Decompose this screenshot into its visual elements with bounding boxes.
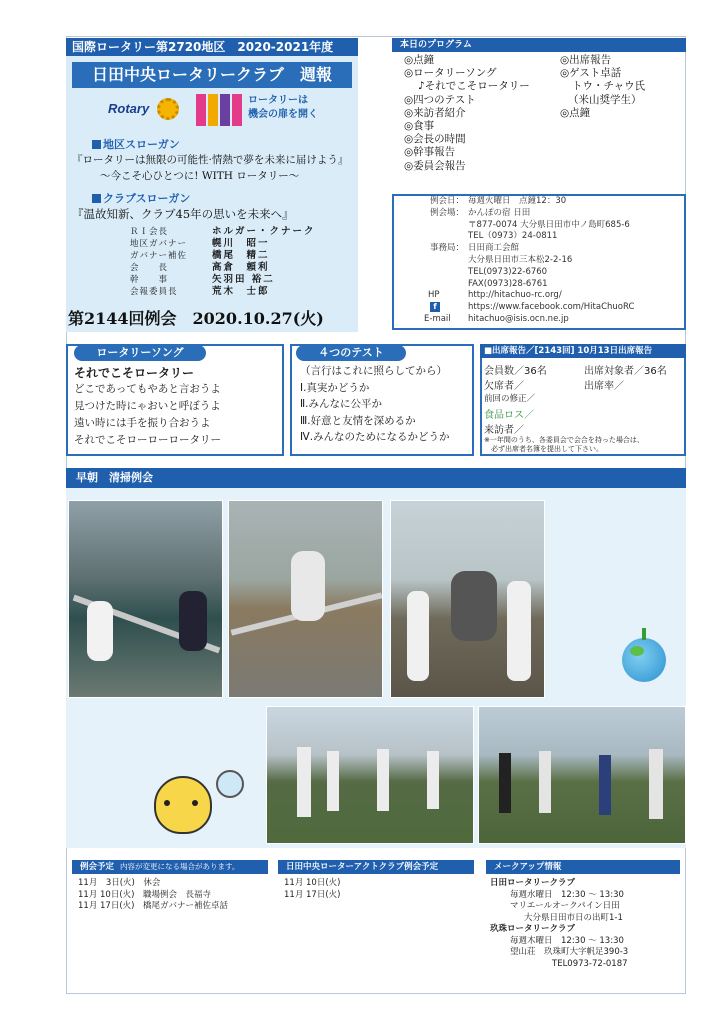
rotaract-item: 11月 10日(火) — [284, 878, 341, 888]
schedule-item: 11月 3日(火) 休会 — [78, 878, 161, 888]
officer-row: 会報委員長 荒木 士郎 — [130, 286, 270, 297]
district-slogan-label: 地区スローガン — [92, 136, 180, 152]
absent-count: 欠席者／ — [484, 381, 524, 392]
club-info: 例会日： 毎週火曜日 点鐘12：30 例会場： かんぽの宿 日田 〒877-0074 大分県日田市中ノ島町685-6 TEL（0973）24-0811 事務局： 日田商工会館 大分県日田市三本松2-2-16 TEL(0973)22-6760 FAX(0973)28-6761 HP http://hitachuo-rc.org/ f https://www.facebook.com/HitaChuoRC E-mail hitachuo@isis.ocn.ne.jp — [424, 196, 635, 324]
officer-row: ＲＩ会長 ホルガー・クナーク — [130, 226, 316, 237]
program-item: ◎食事 — [404, 120, 435, 133]
district-slogan: 『ロータリーは無限の可能性·情熱で夢を未来に届けよう』 ～今こそ心ひとつに! WITH ロータリー～ — [72, 154, 349, 182]
program-item: ◎ロータリーソング — [404, 67, 497, 80]
rotaract-title: 日田中央ローターアクトクラブ例会予定 — [278, 860, 474, 874]
test-lines: （言行はこれに照らしてから） Ⅰ.真実かどうか Ⅱ.みんなに公平か Ⅲ.好意と友情を深めるか Ⅳ.みんなのためになるかどうか — [300, 365, 450, 443]
schedule-title: 例会予定 内容が変更になる場合があります。 — [72, 860, 268, 874]
test-pill: ４つのテスト — [296, 345, 406, 361]
district-line: 国際ロータリー第2720地区 2020-2021年度 — [66, 38, 358, 56]
schedule-item: 11月 17日(火) 橋尾ガバナー補佐卓話 — [78, 901, 228, 911]
food-loss: 食品ロス／ — [484, 410, 534, 421]
program-item: ◎幹事報告 — [404, 146, 456, 159]
officer-row: 幹 事 矢羽田 裕二 — [130, 274, 275, 285]
meeting-number-date: 第2144回例会 2020.10.27(火) — [68, 309, 324, 328]
song-lyrics: どこであってもやあと言おうよ 見つけた時にゃおいと呼ぼうよ 遠い時には手を振り合おうよ それでこそローローロータリー — [74, 383, 221, 446]
program-item: ◎出席報告 — [560, 54, 612, 66]
earth-mascot-icon — [618, 628, 674, 684]
attendance-rate: 出席率／ — [584, 381, 624, 392]
photo-statue-group — [390, 500, 545, 698]
officer-row: ガバナー補佐 橋尾 精二 — [130, 250, 270, 261]
section-title: 早朝 清掃例会 — [66, 468, 686, 488]
makeup-title: メークアップ情報 — [486, 860, 680, 874]
attendance-note: ※一年間のうち、各委員会で会合を持った場合は、 必ず出席者名簿を提出して下さい。 — [484, 436, 644, 453]
photo-group-field — [478, 706, 686, 844]
makeup-club-2: 玖珠ロータリークラブ — [490, 924, 576, 934]
makeup-club-1: 日田ロータリークラブ — [490, 878, 576, 888]
schedule-item: 11月 10日(火) 職場例会 長福寺 — [78, 889, 211, 900]
song-title: それでこそロータリー — [74, 366, 195, 380]
square-bullet-icon — [92, 194, 101, 203]
song-pill: ロータリーソング — [74, 345, 206, 361]
trash-bag-mascot-icon — [150, 760, 254, 840]
rotary-wheel-icon — [157, 98, 179, 120]
program-right — [560, 54, 684, 120]
door-logo-icon — [196, 90, 244, 130]
visitors: 来訪者／ — [484, 425, 524, 436]
photo-cleaning-railing-1 — [68, 500, 223, 698]
facebook-icon[interactable]: f — [430, 302, 440, 312]
club-slogan: 『温故知新、クラブ45年の思いを未来へ』 — [72, 207, 294, 221]
rotaract-list — [284, 878, 474, 901]
photo-cleaning-railing-2 — [228, 500, 383, 698]
program-item: ◎会長の時間 — [404, 133, 466, 146]
photo-group-park — [266, 706, 474, 844]
program-item: ◎ゲスト卓話 — [560, 67, 622, 80]
members-count: 会員数／36名 — [484, 366, 547, 377]
email-link[interactable]: hitachuo@isis.ocn.ne.jp — [468, 313, 569, 324]
program-item: ◎四つのテスト — [404, 93, 476, 106]
theme-caption: ロータリーは 機会の扉を開く — [248, 95, 318, 120]
homepage-link[interactable]: http://hitachuo-rc.org/ — [468, 290, 562, 301]
rotaract-item: 11月 17日(火) — [284, 889, 341, 900]
officers-list — [130, 226, 330, 298]
program-item: ◎来訪者紹介 — [404, 106, 466, 119]
square-bullet-icon — [92, 140, 101, 149]
attendance-title: ■出席報告／[2143回] 10月13日出席報告 — [480, 344, 686, 358]
facebook-link[interactable]: https://www.facebook.com/HitaChuoRC — [468, 302, 635, 313]
program-left — [404, 54, 554, 173]
program-item: （米山奨学生） — [568, 93, 642, 106]
officer-row: 地区ガバナー 幌川 昭一 — [130, 238, 270, 249]
makeup-info: 日田ロータリークラブ 毎週水曜日 12:30 ～ 13:30 マリエールオークパイン日田 大分県日田市日の出町1-1 玖珠ロータリークラブ 毎週木曜日 12:30 ～ 13:30 望山荘 玖珠町大字帆足390-3 TEL0973-72-0187 — [490, 878, 680, 970]
correction: 前回の修正／ — [484, 394, 536, 404]
officer-row: 会 長 高倉 頼利 — [130, 262, 270, 273]
program-title: 本日のプログラム — [392, 38, 686, 52]
club-slogan-label: クラブスローガン — [92, 190, 190, 206]
program-item: ◎点鐘 — [404, 54, 435, 66]
schedule-list — [78, 878, 268, 913]
eligible-count: 出席対象者／36名 — [584, 366, 667, 377]
rotary-wordmark: Rotary — [108, 101, 150, 116]
program-item: ◎委員会報告 — [404, 159, 466, 172]
program-item: ◎点鐘 — [560, 106, 591, 119]
club-title: 日田中央ロータリークラブ 週報 — [72, 62, 352, 88]
program-item: ♪それでこそロータリー — [418, 80, 530, 93]
program-item: トウ・チャウ氏 — [572, 80, 646, 93]
